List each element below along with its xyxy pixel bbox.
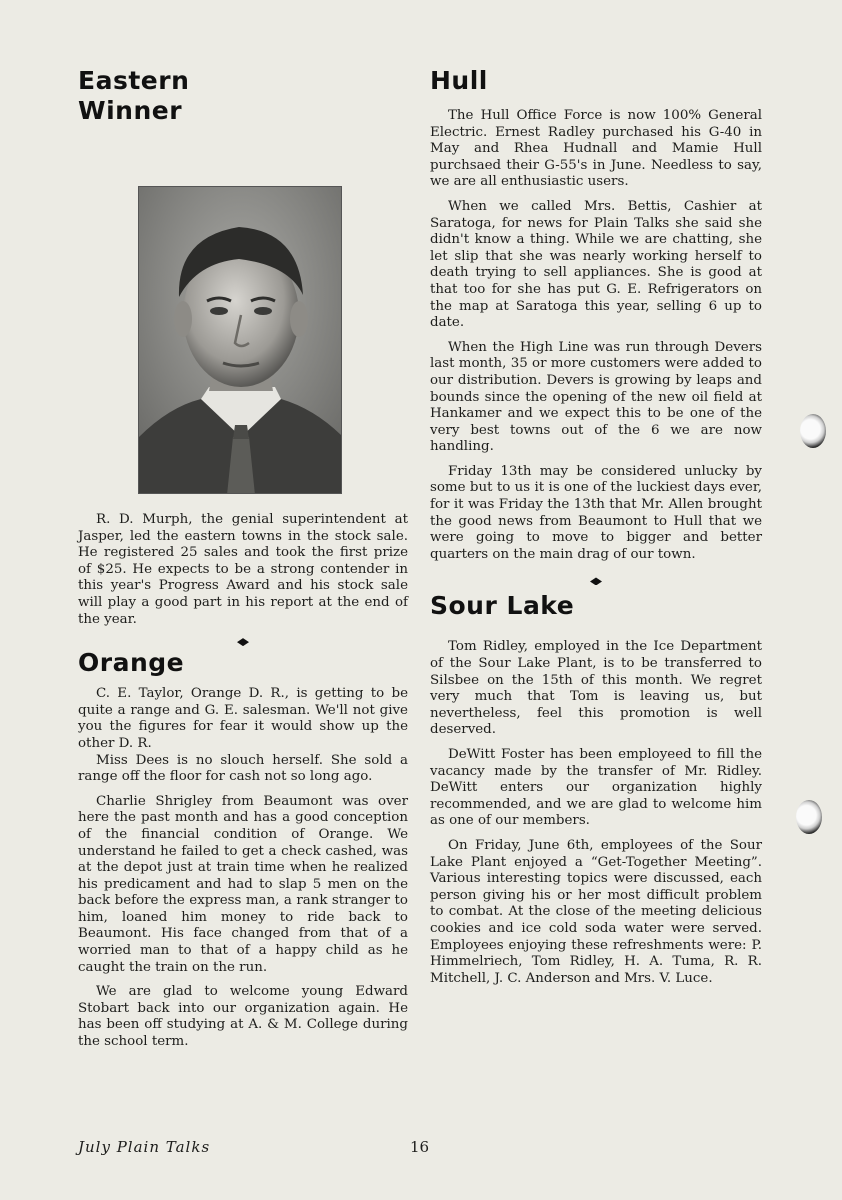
right-column bbox=[430, 66, 762, 995]
orange-heading: Orange bbox=[78, 648, 185, 678]
hull-paragraph: When the High Line was run through Devers last month, 35 or more customers were added to our distribution. Devers is growing by leaps and bounds since the opening of the new oil field at Hankamer and we expect this to be one of the very best towns out of the 6 we are now handling. bbox=[430, 339, 762, 455]
orange-paragraph: Charlie Shrigley from Beaumont was over here the past month and has a good conception of the financial condition of Orange. We understand he failed to get a check cashed, was at the depot just at train time when he realized his predicament and had to slap 5 men on the back before the express man, a rank stranger to him, loaned him money to ride back to Beaumont. His face changed from that of a worried man to that of a happy child as he caught the train on the run. bbox=[78, 793, 408, 975]
binder-hole bbox=[800, 414, 826, 448]
eastern-winner-paragraph: R. D. Murph, the genial superintendent at Jasper, led the eastern towns in the stock sale. He registered 25 sales and took the first prize of $25. He expects to be a strong contender in this year's Progress Award and his stock sale will play a good part in his report at the end of the year. bbox=[78, 512, 408, 627]
hull-paragraph: Friday 13th may be considered unlucky by some but to us it is one of the luckiest days ever, for it was Friday the 13th that Mr. Allen brought the good news from Beaumont to Hull that we were going to move to bigger and better quarters on the main drag of our town. bbox=[430, 463, 762, 562]
page-number: 16 bbox=[410, 1138, 430, 1156]
hull-heading: Hull bbox=[430, 66, 488, 95]
portrait-illustration bbox=[139, 187, 342, 494]
sour-lake-paragraph: On Friday, June 6th, employees of the Sour Lake Plant enjoyed a “Get-Together Meeting”. Various interesting topics were discussed, each person giving his or her most difficult problem to combat. At the close of the meeting delicious cookies and ice cold soda water were served. Employees enjoying these refreshments were: P. Himmelriech, Tom Ridley, H. A. Tuma, R. R. Mitchell, J. C. Anderson and Mrs. V. Luce. bbox=[430, 837, 762, 986]
hull-paragraph: The Hull Office Force is now 100% General Electric. Ernest Radley purchased his G-40 in May and Rhea Hudnall and Mamie Hull purchsaed their G-55's in June. Needless to say, we are all enthusiastic users. bbox=[430, 108, 762, 190]
orange-paragraph: We are glad to welcome young Edward Stobart back into our organization again. He has been off studying at A. & M. College during the school term. bbox=[78, 984, 408, 1050]
heading-line: Eastern bbox=[78, 66, 190, 95]
portrait-photo bbox=[138, 186, 342, 494]
publication-title: July Plain Talks bbox=[78, 1138, 211, 1156]
hull-paragraph: When we called Mrs. Bettis, Cashier at Saratoga, for news for Plain Talks she said she didn't know a thing. While we are chatting, she let slip that she was nearly working herself to death trying to sell appliances. She is good at that too for she has put G. E. Refrigerators on the map at Saratoga this year, selling 6 up to date. bbox=[430, 198, 762, 331]
sour-lake-paragraph: Tom Ridley, employed in the Ice Department of the Sour Lake Plant, is to be transferred to Silsbee on the 15th of this month. We regret very much that Tom is leaving us, but nevertheless, feel this promotion is well deserved. bbox=[430, 639, 762, 738]
sour-lake-paragraph: DeWitt Foster has been employeed to fill the vacancy made by the transfer of Mr. Ridley. DeWitt enters our organization highly recommended, and we are glad to welcome him as one of our members. bbox=[430, 747, 762, 829]
heading-line: Winner bbox=[78, 96, 183, 125]
orange-paragraph: Miss Dees is no slouch herself. She sold a range off the floor for cash not so long ago. bbox=[78, 752, 408, 785]
left-column bbox=[78, 66, 408, 1059]
binder-hole bbox=[796, 800, 822, 834]
eastern-winner-heading bbox=[78, 66, 408, 126]
orange-paragraph: C. E. Taylor, Orange D. R., is getting to be quite a range and G. E. salesman. We'll not give you the figures for fear it would show up the other D. R. bbox=[78, 686, 408, 751]
sour-lake-heading: Sour Lake bbox=[430, 591, 575, 621]
